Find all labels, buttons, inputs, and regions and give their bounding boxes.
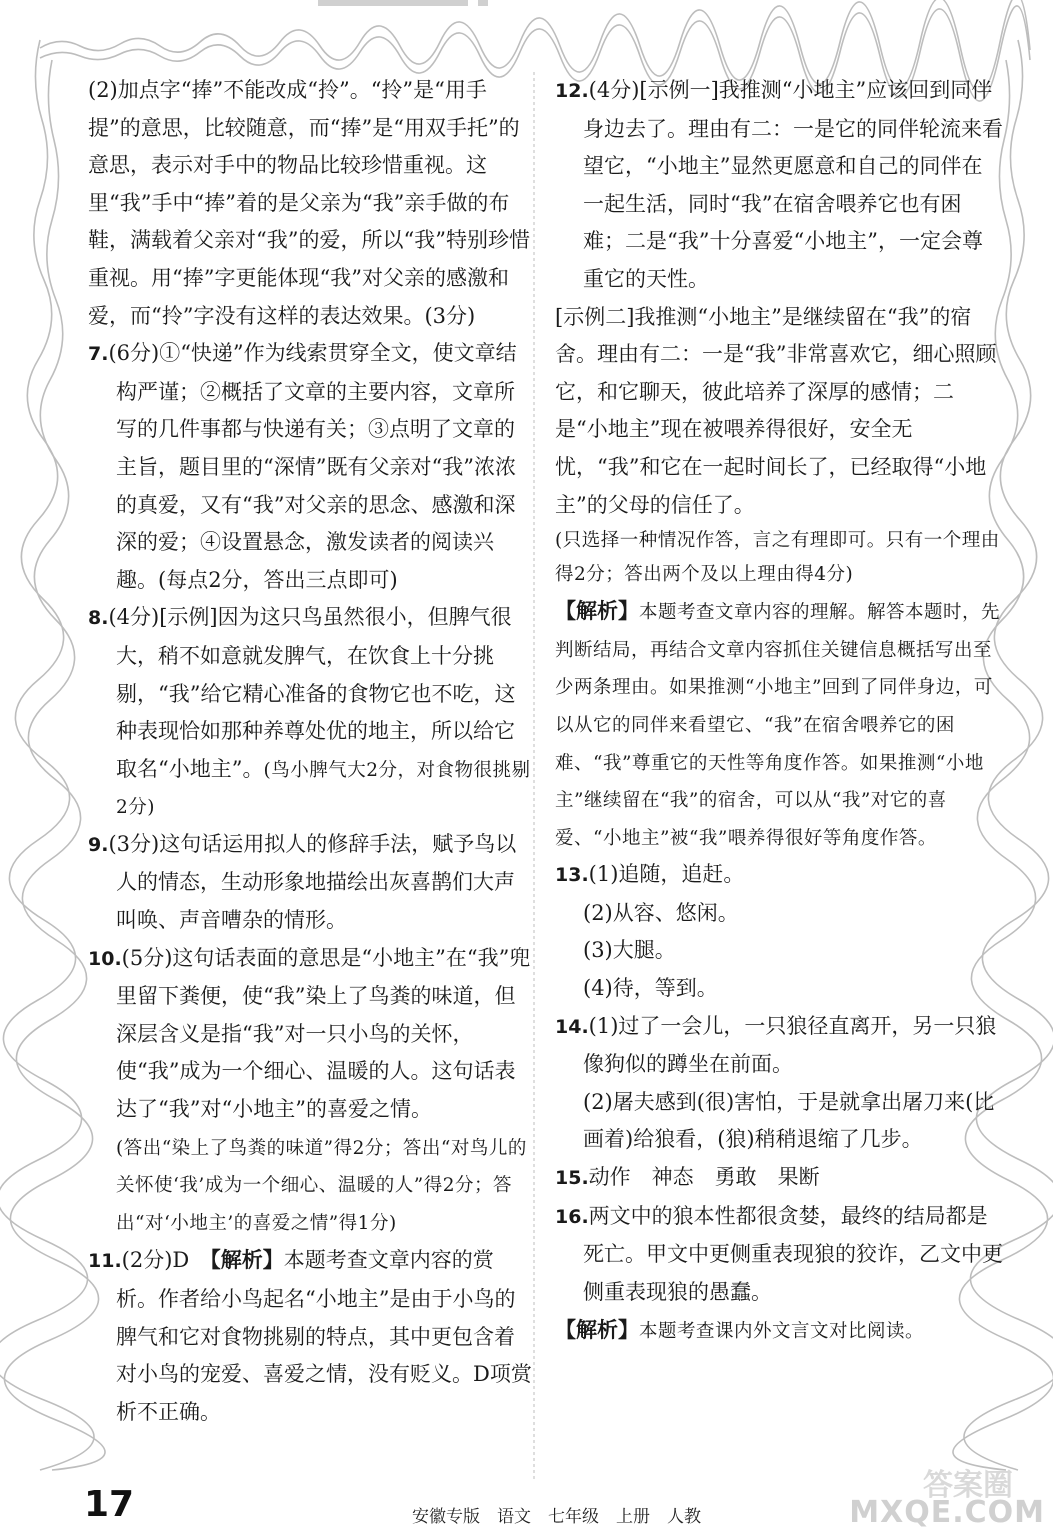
question-number: 10. [88, 947, 122, 970]
answer-12-example-2: [示例二]我推测“小地主”是继续留在“我”的宿舍。理由有二：一是“我”非常喜欢它，细心照顾它，和它聊天，彼此培养了深厚的感情；二是“小地主”现在被喂养得很好，安全无忧，“我”和它在一起时间长了，已经取得“小地主”的父母的信任了。 [555, 304, 997, 517]
answer-8 [88, 599, 533, 826]
question-number: 13. [555, 864, 589, 887]
answer-14 [555, 1008, 1003, 1159]
answer-9 [88, 826, 533, 940]
left-column [88, 72, 533, 1431]
answer-text: 动作 神态 勇敢 果断 [588, 1165, 820, 1190]
analysis-text: 本题考查课内外文言文对比阅读。 [639, 1321, 925, 1343]
analysis-16 [555, 1311, 1003, 1350]
watermark-url: MXQE.COM [849, 1495, 1045, 1530]
answer-12 [555, 72, 1003, 299]
answer-13-item: (4)待，等到。 [583, 976, 718, 1001]
question-number: 16. [555, 1205, 589, 1228]
answer-14-part-2: (2)屠夫感到(很)害怕，于是就拿出屠刀来(比画着)给狼看，(狼)稍稍退缩了几步。 [583, 1089, 995, 1152]
question-number: 11. [88, 1250, 122, 1273]
analysis-tag: 【解析】 [555, 1317, 639, 1343]
answer-text: (2分)D [121, 1248, 190, 1273]
scoring-note: (鸟小脾气大2分，对食物很挑剔2分) [116, 759, 531, 819]
answer-13 [555, 856, 1003, 1007]
question-number: 7. [88, 343, 109, 366]
watermark-logo: 答案圈 [923, 1468, 1013, 1503]
answer-text: (4分)[示例一]我推测“小地主”应该回到同伴身边去了。理由有二：一是它的同伴轮流来看望它，“小地主”显然更愿意和自己的同伴在一起生活，同时“我”在宿舍喂养它也有困难；二是“我”十分喜爱“小地主”，一定会尊重它的天性。 [583, 78, 1003, 291]
answer-text: (6分)①“快递”作为线索贯穿全文，使文章结构严谨；②概括了文章的主要内容，文章所写的几件事都与快递有关；③点明了文章的主旨，题目里的“深情”既有父亲对“我”浓浓的真爱，又有“我”对父亲的思念、感激和深深的爱；④设置悬念，激发读者的阅读兴趣。(每点2分，答出三点即可) [108, 341, 517, 592]
answer-text: 两文中的狼本性都很贪婪，最终的结局都是死亡。甲文中更侧重表现狼的狡诈，乙文中更侧重表现狼的愚蠢。 [583, 1203, 1003, 1304]
question-number: 15. [555, 1167, 589, 1190]
answer-13-item: (2)从容、悠闲。 [583, 900, 739, 925]
answer-6-2: (2)加点字“捧”不能改成“拎”。“拎”是“用手提”的意思，比较随意，而“捧”是“用双手托”的意思，表示对手中的物品比较珍惜重视。这里“我”手中“捧”着的是父亲为“我”亲手做的布鞋，满载着父亲对“我”的爱，所以“我”特别珍惜重视。用“捧”字更能体现“我”对父亲的感激和爱，而“拎”字没有这样的表达效果。(3分) [88, 78, 530, 328]
answer-11 [88, 1241, 533, 1431]
page-number: 17 [84, 1484, 135, 1525]
question-number: 9. [88, 833, 109, 856]
question-number: 14. [555, 1015, 589, 1038]
analysis-text: 本题考查文章内容的理解。解答本题时，先判断结局，再结合文章内容抓住关键信息概括写出至少两条理由。如果推测“小地主”回到了同伴身边，可以从它的同伴来看望它、“我”在宿舍喂养它的困难、“我”尊重它的天性等角度作答。如果推测“小地主”继续留在“我”的宿舍，可以从“我”对它的喜爱、“小地主”被“我”喂养得很好等角度作答。 [555, 602, 1001, 849]
question-number: 8. [88, 607, 109, 630]
right-column [555, 72, 1003, 1350]
answer-16 [555, 1198, 1003, 1312]
answer-10 [88, 940, 533, 1242]
answer-text: (3分)这句话运用拟人的修辞手法，赋予鸟以人的情态，生动形象地描绘出灰喜鹊们大声叫唤、声音嘈杂的情形。 [108, 831, 517, 933]
answer-13-item: (1)追随，追赶。 [588, 862, 745, 887]
scoring-note: (答出“染上了鸟粪的味道”得2分；答出“对鸟儿的关怀使‘我’成为一个细心、温暖的人”得2分；答出“对‘小地主’的喜爱之情”得1分) [116, 1137, 527, 1234]
answer-text: (5分)这句话表面的意思是“小地主”在“我”兜里留下粪便，使“我”染上了鸟粪的味道，但深层含义是指“我”对一只小鸟的关怀，使“我”成为一个细心、温暖的人。这句话表达了“我”对“小地主”的喜爱之情。 [116, 945, 531, 1122]
scoring-note: (只选择一种情况作答，言之有理即可。只有一个理由得2分；答出两个及以上理由得4分) [555, 530, 1000, 586]
footer-edition-label: 安徽专版 语文 七年级 上册 人教 [412, 1507, 701, 1527]
analysis-tag: 【解析】 [210, 1247, 284, 1273]
answer-15 [555, 1159, 1003, 1198]
analysis-12 [555, 592, 1003, 856]
analysis-text: 本题考查文章内容的赏析。作者给小鸟起名“小地主”是由于小鸟的脾气和它对食物挑剔的特点，其中更包含着对小鸟的宠爱、喜爱之情，没有贬义。D项赏析不正确。 [116, 1248, 532, 1424]
answer-text: (4分)[示例]因为这只鸟虽然很小，但脾气很大，稍不如意就发脾气，在饮食上十分挑剔，“我”给它精心准备的食物它也不吃，这种表现恰如那种养尊处优的地主，所以给它取名“小地主”。 [108, 605, 516, 781]
answer-7 [88, 335, 533, 599]
answer-14-part-1: (1)过了一会儿，一只狼径直离开，另一只狼像狗似的蹲坐在前面。 [583, 1013, 997, 1077]
analysis-tag: 【解析】 [555, 598, 639, 624]
question-number: 12. [555, 80, 589, 102]
answer-13-item: (3)大腿。 [583, 938, 676, 963]
